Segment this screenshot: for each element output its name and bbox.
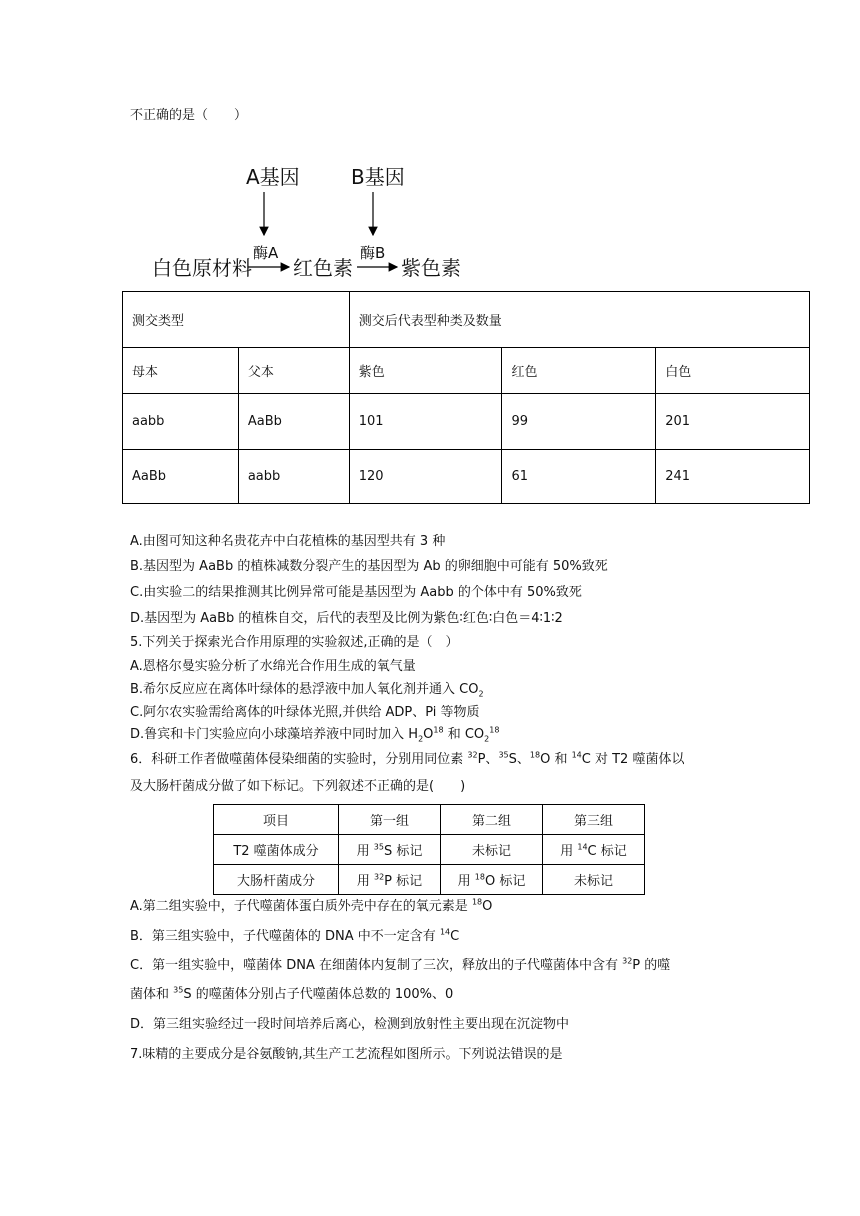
table-cell: 201 (656, 394, 810, 450)
table-cell: 120 (349, 450, 502, 504)
q5-option-d: D.鲁宾和卡门实验应向小球藻培养液中同时加入 $H_2O^{18}$ 和 $CO_2^{18}$ (130, 725, 500, 744)
q6-stem-line2: 及大肠杆菌成分做了如下标记。下列叙述不正确的是( ) (130, 779, 466, 794)
table-cell: T2 噬菌体成分 (214, 835, 339, 865)
q6-option-d: D．第三组实验经过一段时间培养后离心，检测到放射性主要出现在沉淀物中 (130, 1017, 570, 1032)
table-header-cell: 紫色 (349, 348, 502, 394)
table-row (214, 865, 645, 895)
table-cell: 241 (656, 450, 810, 504)
q4-option-b: B.基因型为 AaBb 的植株减数分裂产生的基因型为 Ab 的卵细胞中可能有 50%致死 (130, 559, 608, 574)
table-cell: 61 (502, 450, 656, 504)
table-cell: 用 $^{35}$S 标记 (339, 835, 441, 865)
q6-option-c-line2: 菌体和 $^{35}$S 的噬菌体分别占子代噬菌体总数的 100%、0 (130, 985, 454, 1002)
table-header-cell: 母本 (123, 348, 239, 394)
table-row (214, 835, 645, 865)
q5-option-c: C.阿尔农实验需给离体的叶绿体光照,并供给 ADP、Pi 等物质 (130, 705, 480, 720)
diagram-arrows (0, 0, 860, 300)
q4-option-d: D.基因型为 AaBb 的植株自交，后代的表型及比例为紫色∶红色∶白色＝4∶1∶2 (130, 611, 563, 626)
q4-option-c: C.由实验二的结果推测其比例异常可能是基因型为 Aabb 的个体中有 50%致死 (130, 585, 582, 600)
q5-option-b: B.希尔反应应在离体叶绿体的悬浮液中加人氧化剂并通入 $CO_2$ (130, 682, 484, 699)
table-header-cell: 项目 (214, 805, 339, 835)
table-cell: aabb (123, 394, 239, 450)
q4-option-a: A.由图可知这种名贵花卉中白花植株的基因型共有 3 种 (130, 534, 446, 549)
labeling-table (213, 804, 645, 895)
table-cell: aabb (238, 450, 349, 504)
q6-stem-line1: 6．科研工作者做噬菌体侵染细菌的实验时，分别用同位素 $^{32}$P、$^{35}$S、$^{18}$O 和 $^{14}$C 对 T2 噬菌体以 (130, 750, 685, 767)
table-header-cell: 父本 (238, 348, 349, 394)
table-cell: 99 (502, 394, 656, 450)
q6-option-b: B．第三组实验中，子代噬菌体的 DNA 中不一定含有 $^{14}$C (130, 927, 460, 944)
table-cell: 大肠杆菌成分 (214, 865, 339, 895)
table-header-cell: 测交后代表型种类及数量 (349, 292, 809, 348)
table-cell: 用 $^{18}$O 标记 (441, 865, 543, 895)
testcross-table (122, 291, 810, 504)
purple-pigment-label: 紫色素 (401, 256, 461, 280)
red-pigment-label: 红色素 (293, 256, 353, 280)
table-row (123, 450, 810, 504)
table-row (123, 394, 810, 450)
table-header-cell: 第二组 (441, 805, 543, 835)
table-header-row (214, 805, 645, 835)
question-stem-tail: 不正确的是（ ） (130, 108, 248, 123)
table-cell: 用 $^{14}$C 标记 (543, 835, 645, 865)
table-cell: AaBb (123, 450, 239, 504)
q6-option-c-line1: C．第一组实验中，噬菌体 DNA 在细菌体内复制了三次，释放出的子代噬菌体中含有 $^{32}$P 的噬 (130, 956, 671, 973)
q5-stem: 5.下列关于探索光合作用原理的实验叙述,正确的是（ ） (130, 635, 459, 650)
table-header-row (123, 292, 810, 348)
table-header-cell: 白色 (656, 348, 810, 394)
table-cell: 用 $^{32}$P 标记 (339, 865, 441, 895)
table-header-cell: 测交类型 (123, 292, 350, 348)
white-raw-material-label: 白色原材料 (152, 256, 252, 280)
table-header-cell: 红色 (502, 348, 656, 394)
gene-b-label: B基因 (351, 165, 405, 189)
table-cell: AaBb (238, 394, 349, 450)
q5-option-a: A.恩格尔曼实验分析了水绵光合作用生成的氧气量 (130, 659, 416, 674)
gene-a-label: A基因 (246, 165, 300, 189)
table-cell: 未标记 (441, 835, 543, 865)
q7-stem: 7.味精的主要成分是谷氨酸钠,其生产工艺流程如图所示。下列说法错误的是 (130, 1047, 563, 1062)
table-header-cell: 第一组 (339, 805, 441, 835)
enzyme-b-label: 酶B (360, 244, 386, 262)
table-subheader-row (123, 348, 810, 394)
table-header-cell: 第三组 (543, 805, 645, 835)
enzyme-a-label: 酶A (253, 244, 279, 262)
table-cell: 未标记 (543, 865, 645, 895)
table-cell: 101 (349, 394, 502, 450)
q6-option-a: A.第二组实验中，子代噬菌体蛋白质外壳中存在的氧元素是 $^{18}$O (130, 897, 493, 914)
